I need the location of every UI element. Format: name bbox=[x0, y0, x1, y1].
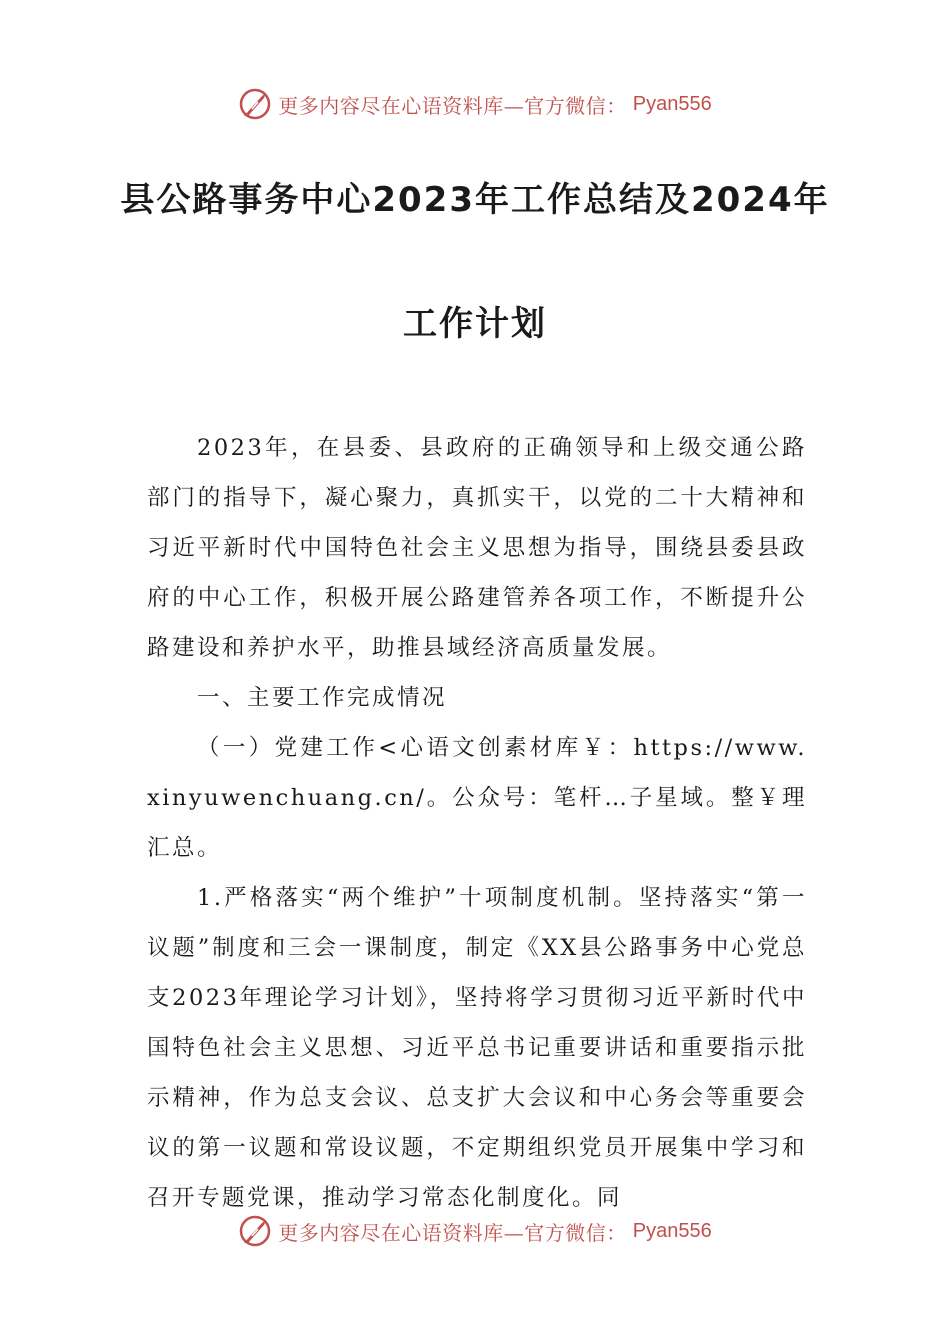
watermark-contact: Pyan556 bbox=[632, 92, 712, 115]
subsection-heading: （一）党建工作<心语文创素材库￥：https://www.xinyuwenchuang.cn/。公众号：笔杆…子星域。整￥理汇总。 bbox=[147, 735, 807, 861]
document-title-line-1: 县公路事务中心2023年工作总结及2024年 bbox=[120, 180, 830, 220]
watermark-text: 更多内容尽在心语资料库—官方微信： bbox=[278, 1220, 627, 1245]
paragraph-intro: 2023年，在县委、县政府的正确领导和上级交通公路部门的指导下，凝心聚力，真抓实干，以党的二十大精神和习近平新时代中国特色社会主义思想为指导，围绕县委县政府的中心工作，积极开展公路建管养各项工作，不断提升公路建设和养护水平，助推县域经济高质量发展。 bbox=[147, 435, 807, 661]
watermark-banner-bottom bbox=[0, 1211, 950, 1251]
document-body bbox=[147, 423, 807, 1223]
quill-pen-logo-icon bbox=[238, 1214, 272, 1248]
document-title-line-2: 工作计划 bbox=[403, 304, 547, 344]
quill-pen-logo-icon bbox=[238, 87, 272, 121]
paragraph-item-1: 1.严格落实“两个维护”十项制度机制。坚持落实“第一议题”制度和三会一课制度，制定《XX县公路事务中心党总支2023年理论学习计划》，坚持将学习贯彻习近平新时代中国特色社会主义思想、习近平总书记重要讲话和重要指示批示精神，作为总支会议、总支扩大会议和中心务会等重要会议的第一议题和常设议题，不定期组织党员开展集中学习和召开专题党课，推动学习常态化制度化。同 bbox=[147, 885, 807, 1211]
section-heading: 一、主要工作完成情况 bbox=[197, 685, 448, 711]
watermark-contact: Pyan556 bbox=[632, 1219, 712, 1242]
watermark-text: 更多内容尽在心语资料库—官方微信： bbox=[278, 93, 627, 118]
watermark-banner-top bbox=[0, 84, 950, 124]
